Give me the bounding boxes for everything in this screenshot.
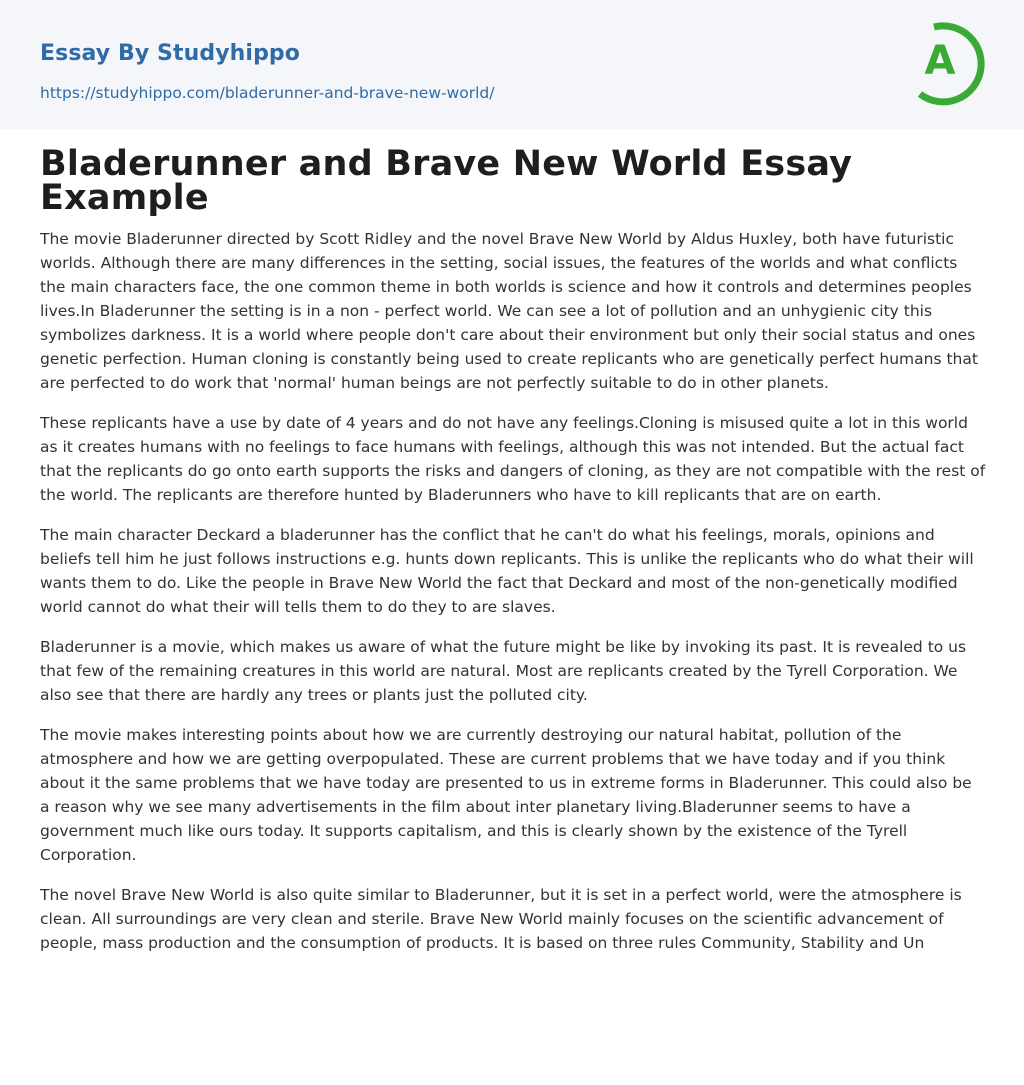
site-header <box>0 0 1024 129</box>
paragraph-6: The novel Brave New World is also quite similar to Bladerunner, but it is set in a perfect world, were the atmosphere is clean. All surroundings are very clean and sterile. Brave New World mainly focuses on the scientific advancement of people, mass production and the consumption of products. It is based on three rules Community, Stability and Un <box>40 886 962 952</box>
logo-letter: A <box>924 38 956 84</box>
paragraph-4: Bladerunner is a movie, which makes us aware of what the future might be like by invoking its past. It is revealed to us that few of the remaining creatures in this world are natural. Most are replicants created by the Tyrell Corporation. We also see that there are hardly any trees or plants just the polluted city. <box>40 638 967 704</box>
page-title: Bladerunner and Brave New World Essay Example <box>40 144 853 218</box>
paragraph-5: The movie makes interesting points about how we are currently destroying our natural habitat, pollution of the atmosphere and how we are getting overpopulated. These are current problems that we have today and if you think about it the same problems that we have today are presented to us in extreme forms in Bladerunner. This could also be a reason why we see many advertisements in the film about inter planetary living.Bladerunner seems to have a government much like ours today. It supports capitalism, and this is clearly shown by the existence of the Tyrell Corporation. <box>40 726 972 864</box>
paragraph-1: The movie Bladerunner directed by Scott Ridley and the novel Brave New World by Aldus Huxley, both have futuristic worlds. Although there are many differences in the setting, social issues, the features of the worlds and what conflicts the main characters face, the one common theme in both worlds is science and how it controls and determines peoples lives.In Bladerunner the setting is in a non - perfect world. We can see a lot of pollution and an unhygienic city this symbolizes darkness. It is a world where people don't care about their environment but only their social status and ones genetic perfection. Human cloning is constantly being used to create replicants who are genetically perfect humans that are perfected to do work that 'normal' human beings are not perfectly suitable to do in other planets. <box>40 230 978 392</box>
essay-url-link[interactable]: https://studyhippo.com/bladerunner-and-brave-new-world/ <box>40 84 495 102</box>
paragraph-3: The main character Deckard a bladerunner has the conflict that he can't do what his feelings, morals, opinions and beliefs tell him he just follows instructions e.g. hunts down replicants. This is unlike the replicants who do what their will wants them to do. Like the people in Brave New World the fact that Deckard and most of the non-genetically modified world cannot do what their will tells them to do they to are slaves. <box>40 526 974 616</box>
paragraph-2: These replicants have a use by date of 4 years and do not have any feelings.Cloning is misused quite a lot in this world as it creates humans with no feelings to face humans with feelings, although this was not intended. But the actual fact that the replicants do go onto earth supports the risks and dangers of cloning, as they are not compatible with the rest of the world. The replicants are therefore hunted by Bladerunners who have to kill replicants that are on earth. <box>40 414 986 504</box>
article-body <box>0 144 1024 955</box>
studyhippo-logo-icon[interactable] <box>912 18 986 106</box>
site-brand[interactable]: Essay By Studyhippo <box>40 41 300 66</box>
